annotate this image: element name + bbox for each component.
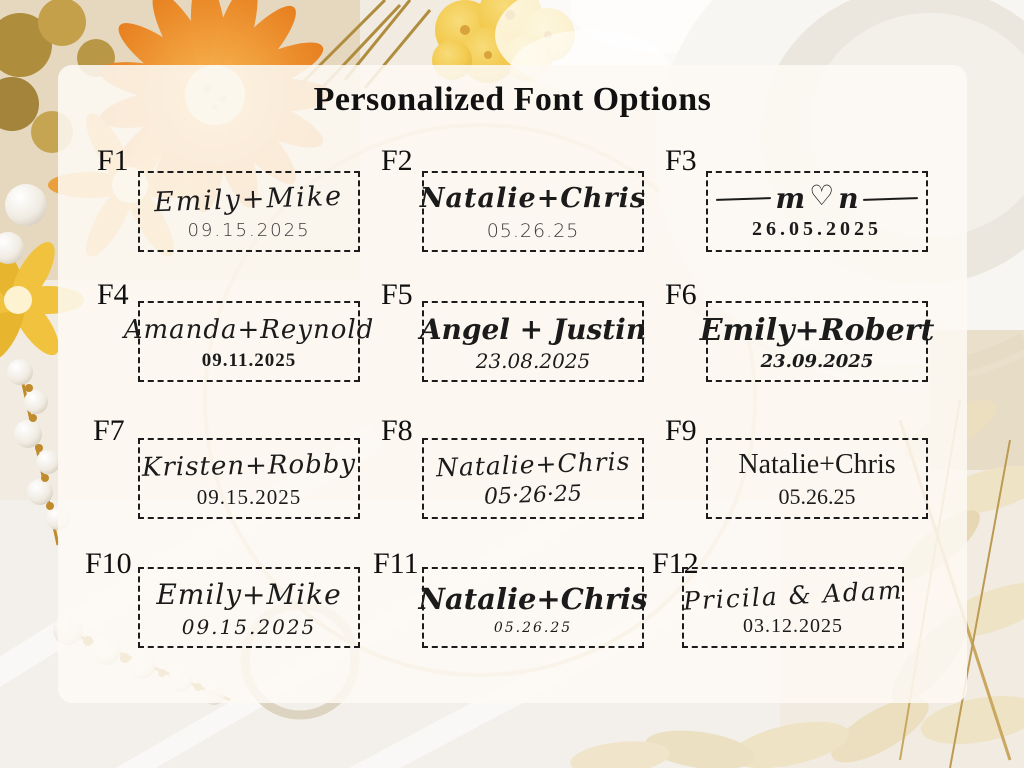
font-option-F3 <box>665 143 952 277</box>
wedding-date: 09.15.2025 <box>196 484 302 509</box>
font-sample-box <box>706 171 928 252</box>
wedding-date: 05·26·25 <box>483 480 583 510</box>
page-title: Personalized Font Options <box>313 81 712 118</box>
font-sample-box <box>138 171 360 252</box>
font-sample-box <box>138 567 360 648</box>
font-sample-box <box>138 438 360 519</box>
wedding-date: 23.09.2025 <box>760 350 874 372</box>
font-option-F12 <box>652 546 952 685</box>
initials-with-heart <box>708 182 926 216</box>
couple-names: Pricila & Adam <box>682 574 904 616</box>
wedding-date: 05.26.25 <box>778 483 856 509</box>
couple-names: Natalie+Chris <box>418 581 648 616</box>
font-sample-box <box>682 567 904 648</box>
couple-names: Emily+Robert <box>699 312 935 348</box>
font-sample-box <box>419 301 647 382</box>
font-option-F7 <box>93 413 381 546</box>
couple-names: Natalie+Chris <box>435 446 631 482</box>
swash-line-left <box>716 197 771 201</box>
font-code-label: F9 <box>665 414 697 447</box>
font-code-label: F2 <box>381 144 413 177</box>
couple-names: Emily+Mike <box>156 577 342 611</box>
font-options-panel <box>58 65 967 703</box>
couple-names: Angel + Justin <box>419 312 647 346</box>
font-code-label: F8 <box>381 414 413 447</box>
font-option-F8 <box>381 413 665 546</box>
font-code-label: F5 <box>381 278 413 311</box>
couple-names: Natalie+Chris <box>419 182 647 214</box>
couple-names: Natalie+Chris <box>738 448 896 480</box>
swash-line-right <box>863 197 918 201</box>
wedding-date: 23.08.2025 <box>475 348 591 373</box>
font-sample-box <box>418 567 648 648</box>
font-option-F5 <box>381 277 665 413</box>
wedding-date: 09.15.2025 <box>187 219 311 241</box>
font-code-label: F6 <box>665 278 697 311</box>
font-code-label: F12 <box>652 547 699 580</box>
font-option-F2 <box>381 143 665 277</box>
font-sample-box <box>123 301 375 382</box>
wedding-date: 09.11.2025 <box>201 349 297 371</box>
font-sample-box <box>699 301 935 382</box>
font-code-label: F7 <box>93 414 125 447</box>
font-option-F11 <box>373 546 665 685</box>
font-option-F4 <box>97 277 381 413</box>
font-sample-box <box>706 438 928 519</box>
font-code-label: F10 <box>85 547 132 580</box>
font-sample-box <box>422 438 644 519</box>
wedding-date: 09.15.2025 <box>181 614 317 639</box>
font-option-F6 <box>665 277 952 413</box>
couple-names: Amanda+Reynold <box>123 314 375 345</box>
font-option-F1 <box>97 143 381 277</box>
wedding-date: 03.12.2025 <box>743 614 843 637</box>
initial-left: m <box>775 181 806 215</box>
font-code-label: F4 <box>97 278 129 311</box>
wedding-date: 26.05.2025 <box>752 217 882 240</box>
wedding-date: 05.26.25 <box>493 619 573 636</box>
couple-names: Emily+Mike <box>153 180 345 218</box>
font-sample-box <box>419 171 647 252</box>
wedding-date: 05.26.25 <box>486 219 580 242</box>
font-options-grid <box>85 143 952 688</box>
font-code-label: F3 <box>665 144 697 177</box>
couple-names: Kristen+Robby <box>141 448 357 483</box>
font-code-label: F11 <box>373 547 419 580</box>
font-option-F9 <box>665 413 952 546</box>
initial-right: n <box>838 181 859 215</box>
font-option-F10 <box>85 546 381 685</box>
heart-icon: ♡ <box>809 180 835 212</box>
font-code-label: F1 <box>97 144 129 177</box>
